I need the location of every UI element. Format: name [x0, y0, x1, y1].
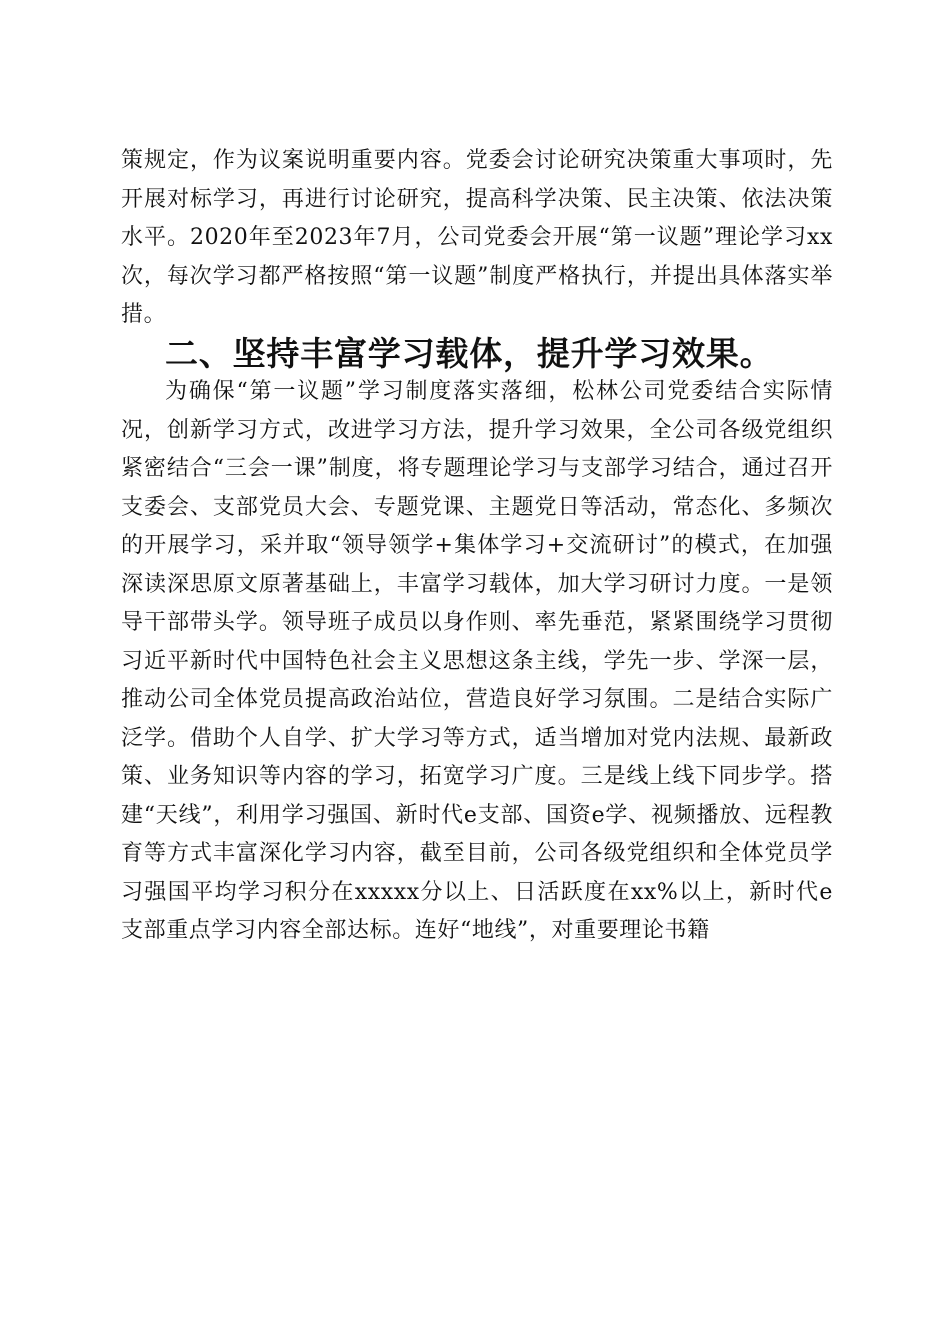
document-body — [121, 142, 833, 951]
section-paragraph: 为确保“第一议题”学习制度落实落细，松林公司党委结合实际情况，创新学习方式，改进学习方法，提升学习效果，全公司各级党组织紧密结合“三会一课”制度，将专题理论学习与支部学习结合，通过召开支委会、支部党员大会、专题党课、主题党日等活动，常态化、多频次的开展学习，采并取“领导领学+集体学习+交流研讨”的模式，在加强深读深思原文原著基础上，丰富学习载体，加大学习研讨力度。一是领导干部带头学。领导班子成员以身作则、率先垂范，紧紧围绕学习贯彻习近平新时代中国特色社会主义思想这条主线，学先一步、学深一层，推动公司全体党员提高政治站位，营造良好学习氛围。二是结合实际广泛学。借助个人自学、扩大学习等方式，适当增加对党内法规、最新政策、业务知识等内容的学习，拓宽学习广度。三是线上线下同步学。搭建“天线”，利用学习强国、新时代e支部、国资e学、视频播放、远程教育等方式丰富深化学习内容，截至目前，公司各级党组织和全体党员学习强国平均学习积分在xxxxx分以上、日活跃度在xx%以上，新时代e支部重点学习内容全部达标。连好“地线”，对重要理论书籍 — [121, 379, 833, 943]
continuation-paragraph: 策规定，作为议案说明重要内容。党委会讨论研究决策重大事项时，先开展对标学习，再进行讨论研究，提高科学决策、民主决策、依法决策水平。2020年至2023年7月，公司党委会开展“第一议题”理论学习xx次，每次学习都严格按照“第一议题”制度严格执行，并提出具体落实举措。 — [121, 148, 833, 327]
section-heading: 二、坚持丰富学习载体，提升学习效果。 — [165, 333, 774, 373]
